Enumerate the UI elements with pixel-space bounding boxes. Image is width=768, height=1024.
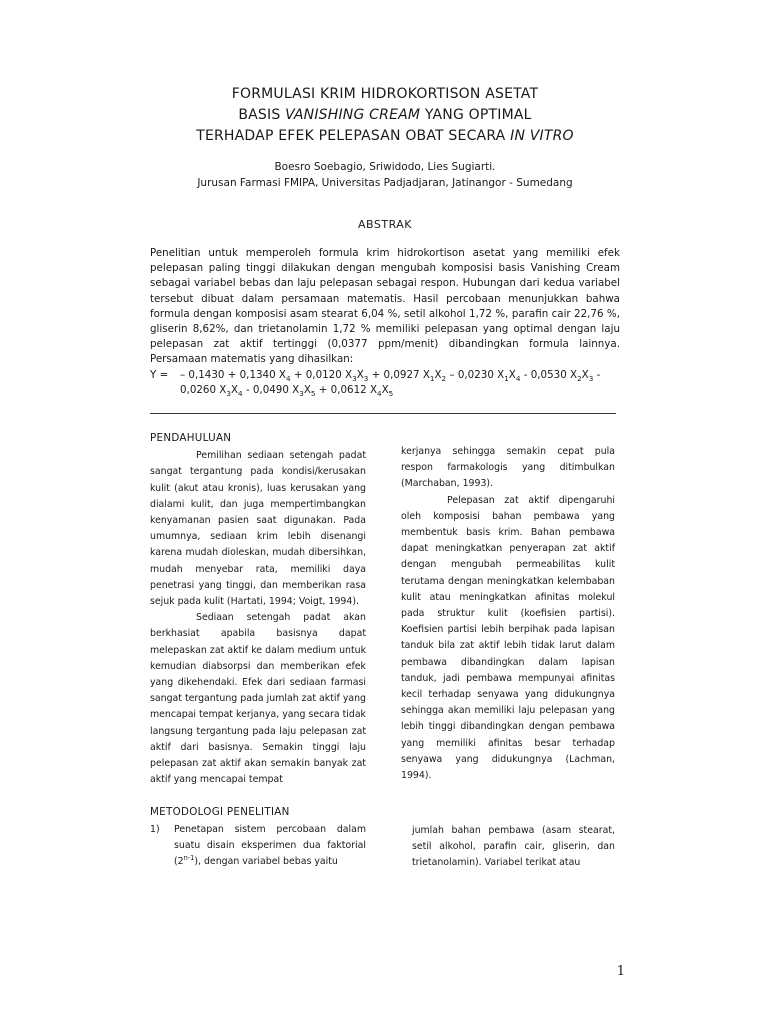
method-continuation: jumlah bahan pembawa (asam stearat, setil alkohol, parafin cair, gliserin, dan trietanolamin). Variabel terikat atau <box>412 825 615 869</box>
title-line-3: TERHADAP EFEK PELEPASAN OBAT SECARA IN VITRO <box>196 128 574 144</box>
author-affiliation: Jurusan Farmasi FMIPA, Universitas Padjadjaran, Jatinangor - Sumedang <box>197 177 573 189</box>
intro-heading: PENDAHULUAN <box>150 432 232 444</box>
method-right-column <box>412 823 615 872</box>
author-names: Boesro Soebagio, Sriwidodo, Lies Sugiarti. <box>274 161 496 173</box>
intro-paragraph-2: Sediaan setengah padat akan berkhasiat apabila basisnya dapat melepaskan zat aktif ke dalam medium untuk kemudian diabsorpsi dan memberikan efek yang dikehendaki. Efek dari sediaan farmasi sangat tergantung pada jumlah zat aktif yang mencapai tempat kerjanya, yang secara tidak langsung tergantung pada laju pelepasan zat aktif dari basisnya. Semakin tinggi laju pelepasan zat aktif akan semakin banyak zat aktif yang mencapai tempat <box>150 612 366 786</box>
paper-title <box>120 84 650 147</box>
method-left-column <box>150 822 366 871</box>
abstract-heading: ABSTRAK <box>357 218 412 231</box>
intro-paragraph-4: Pelepasan zat aktif dipengaruhi oleh komposisi bahan pembawa yang membentuk basis krim. Bahan pembawa dapat meningkatkan penyerapan zat aktif dengan mengubah permeabilitas kulit terutama dengan meningkatkan kelembaban kulit atau meningkatkan afinitas molekul pada struktur kulit (koefisien partisi). Koefisien partisi lebih berpihak pada lapisan tanduk bila zat aktif lebih tidak larut dalam pembawa dibandingkan dalam lapisan tanduk, jadi pembawa mempunyai afinitas kecil terhadap senyawa yang didukungnya sehingga akan memiliki laju pelepasan yang lebih tinggi dibandingkan dengan pembawa yang memiliki afinitas besar terhadap senyawa yang didukungnya (Lachman, 1994). <box>401 494 615 782</box>
section-divider <box>150 413 616 414</box>
title-line-1: FORMULASI KRIM HIDROKORTISON ASETAT <box>231 86 539 102</box>
page-number: 1 <box>616 964 625 979</box>
title-line-2: BASIS VANISHING CREAM YANG OPTIMAL <box>238 107 532 123</box>
abstract-text: Penelitian untuk memperoleh formula krim hidrokortison asetat yang memiliki efek pelepasan paling tinggi dilakukan dengan mengubah komposisi basis Vanishing Cream sebagai variabel bebas dan laju pelepasan sebagai respon. Hubungan dari kedua variabel tersebut dibuat dalam persamaan matematis. Hasil percobaan menunjukkan bahwa formula dengan komposisi asam stearat 6,04 %, setil alkohol 1,72 %, parafin cair 22,76 %, gliserin 8,62%, dan trietanolamin 1,72 % memiliki pelepasan yang optimal dengan laju pelepasan zat aktif tertinggi (0,0377 ppm/menit) dibandingkan formula lainnya. Persamaan matematis yang dihasilkan: <box>150 247 620 366</box>
author-block <box>120 159 650 191</box>
intro-right-column <box>401 444 615 784</box>
method-item-1 <box>150 822 366 871</box>
intro-paragraph-3: kerjanya sehingga semakin cepat pula respon farmakologis yang ditimbulkan (Marchaban, 1993). <box>401 446 615 490</box>
intro-left-column <box>150 430 366 788</box>
method-item-text: Penetapan sistem percobaan dalam suatu disain eksperimen dua faktorial (2$^{n-1}$), dengan variabel bebas yaitu <box>174 824 366 868</box>
method-item-number: 1) <box>150 824 160 835</box>
regression-equation: Y = – 0,1430 + 0,1340 $X_4 + 0,0120$ $X_3X_3 + 0,0927$ $X_1X_2 - 0,0230$ $X_1X_4 - 0,0530$ $X_2X_3$ - 0,0260 $X_3X_4 - 0,0490$ $X_3X_5 + 0,0612$ $X_4X_5$ <box>150 368 601 398</box>
intro-paragraph-1: Pemilihan sediaan setengah padat sangat tergantung pada kondisi/kerusakan kulit (akut atau kronis), luas kerusakan yang dialami kulit, dan juga mempertimbangkan kenyamanan pasien saat digunakan. Pada umumnya, sediaan krim lebih disenangi karena mudah dioleskan, mudah dibersihkan, mudah menyebar rata, memiliki daya penetrasi yang tinggi, dan memberikan rasa sejuk pada kulit (Hartati, 1994; Voigt, 1994). <box>150 450 366 608</box>
abstract <box>150 246 620 398</box>
method-heading: METODOLOGI PENELITIAN <box>150 806 290 818</box>
